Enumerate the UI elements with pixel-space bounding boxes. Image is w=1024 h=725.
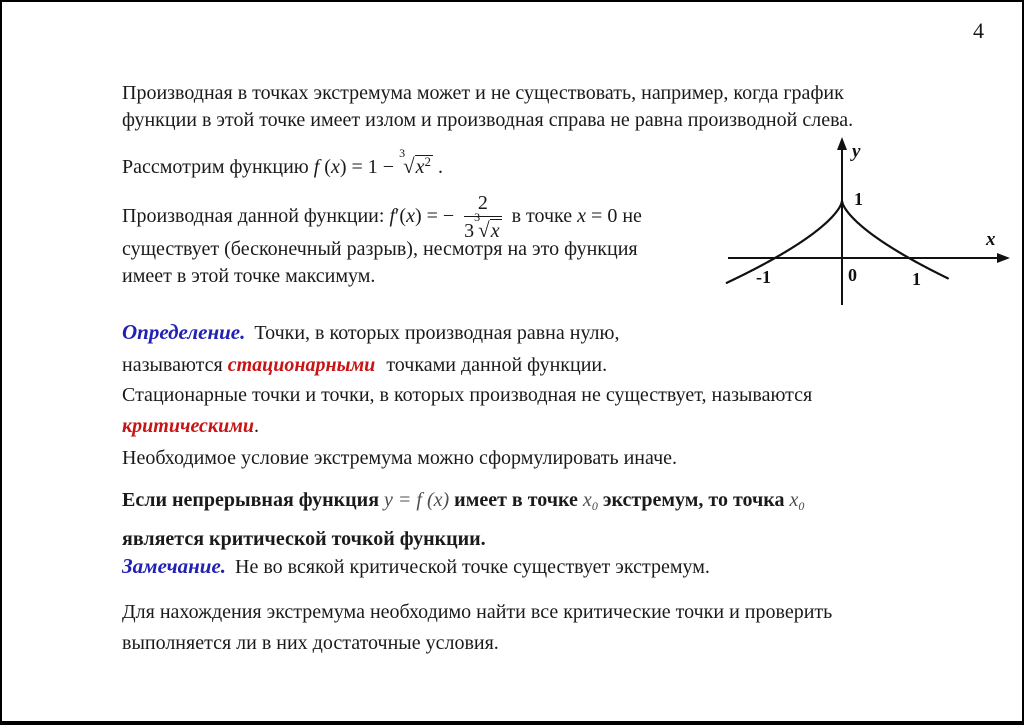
theorem-line2: является критической точкой функции. <box>122 528 486 550</box>
highlight-critical: критическими <box>122 415 255 437</box>
text-run: Необходимое условие экстремума можно сформулировать иначе. <box>122 447 677 469</box>
y-axis-label: y <box>852 141 861 162</box>
math-x0-base: x <box>789 489 799 511</box>
x-axis-arrow <box>997 253 1010 263</box>
text-line: выполняется ли в них достаточные условия. <box>122 632 499 654</box>
critical-paragraph <box>122 380 812 442</box>
text-run: Рассмотрим функцию <box>122 156 314 178</box>
x-axis-label: x <box>986 229 996 250</box>
text-run: имеет в точке <box>449 489 583 511</box>
cube-root <box>399 146 433 178</box>
text-run: Если непрерывная функция <box>122 489 385 511</box>
remark-label: Замечание. <box>122 554 227 578</box>
radicand <box>415 155 433 178</box>
final-paragraph <box>122 597 832 659</box>
radical-sign: √ <box>403 154 415 178</box>
text-run: . <box>254 415 260 437</box>
math-x0 <box>790 489 805 511</box>
radical-sign: √ <box>478 218 490 242</box>
x-tick-0: 0 <box>848 265 857 285</box>
text-run: Не во всякой критической точке существует экстремум. <box>235 556 710 578</box>
math-x: x <box>406 205 415 228</box>
math-prime: ′ <box>395 205 400 228</box>
text-run: в точке <box>506 205 578 228</box>
math-f: f <box>389 205 396 228</box>
math-period: . <box>432 156 443 178</box>
math-x0-base: x <box>582 489 592 511</box>
theorem-paragraph <box>122 484 804 556</box>
function-graph <box>714 133 1016 313</box>
critical-line2 <box>122 411 812 442</box>
text-line: Производная в точках экстремума может и не существовать, например, когда график <box>122 82 844 104</box>
highlight-stationary: стационарными <box>227 354 376 376</box>
x-tick-neg1: -1 <box>756 267 771 287</box>
text-line: Для нахождения экстремума необходимо найти все критические точки и проверить <box>122 601 833 623</box>
text-run: Производная данной функции: <box>122 205 390 228</box>
math-x0-sub: 0 <box>591 499 598 513</box>
text-run: экстремум, то точка <box>597 489 790 511</box>
radicand: x <box>490 220 500 242</box>
math-paren: ( <box>319 156 331 178</box>
denominator-coefficient: 3 <box>464 220 475 242</box>
text-line: функции в этой точке имеет излом и производная справа не равна производной слева. <box>122 109 854 131</box>
text-line: Стационарные точки и точки, в которых производная не существует, называются <box>122 384 813 406</box>
x-tick-1: 1 <box>912 269 921 289</box>
math-yfx: y = f (x) <box>384 489 450 511</box>
remark-line <box>122 553 710 581</box>
definition-label: Определение. <box>122 320 246 344</box>
text-run: называются <box>122 354 228 376</box>
definition-paragraph <box>122 316 619 381</box>
text-run: = 0 не <box>586 205 642 228</box>
math-eq: ) = − <box>414 205 460 228</box>
math-f: f <box>313 156 320 178</box>
root-index: 3 <box>399 146 406 161</box>
text-run: точками данной функции. <box>381 354 608 376</box>
fraction-numerator: 2 <box>464 192 501 217</box>
intro-paragraph <box>122 80 853 134</box>
text-line: имеет в этой точке максимум. <box>122 265 376 287</box>
radicand-base: x <box>415 156 425 178</box>
radicand-exponent: 2 <box>424 154 431 169</box>
theorem-line1 <box>122 484 804 523</box>
consider-function-line <box>122 148 443 181</box>
text-line: существует (бесконечный разрыв), несмотря на это функция <box>122 238 638 260</box>
y-tick-1: 1 <box>854 189 863 209</box>
y-axis-arrow <box>837 137 847 150</box>
math-x0-sub: 0 <box>798 499 805 513</box>
math-x: x <box>577 205 587 228</box>
text-run: Точки, в которых производная равна нулю, <box>254 322 620 344</box>
derivative-continuation <box>122 236 638 290</box>
root-index: 3 <box>474 210 481 225</box>
math-eq: ) = 1 − <box>339 156 400 178</box>
page-number: 4 <box>973 18 984 43</box>
definition-line1 <box>122 316 619 349</box>
definition-line2 <box>122 349 619 381</box>
math-x0 <box>583 489 598 511</box>
math-paren: ( <box>399 205 407 228</box>
math-x: x <box>330 156 340 178</box>
necessary-condition-line <box>122 445 677 472</box>
